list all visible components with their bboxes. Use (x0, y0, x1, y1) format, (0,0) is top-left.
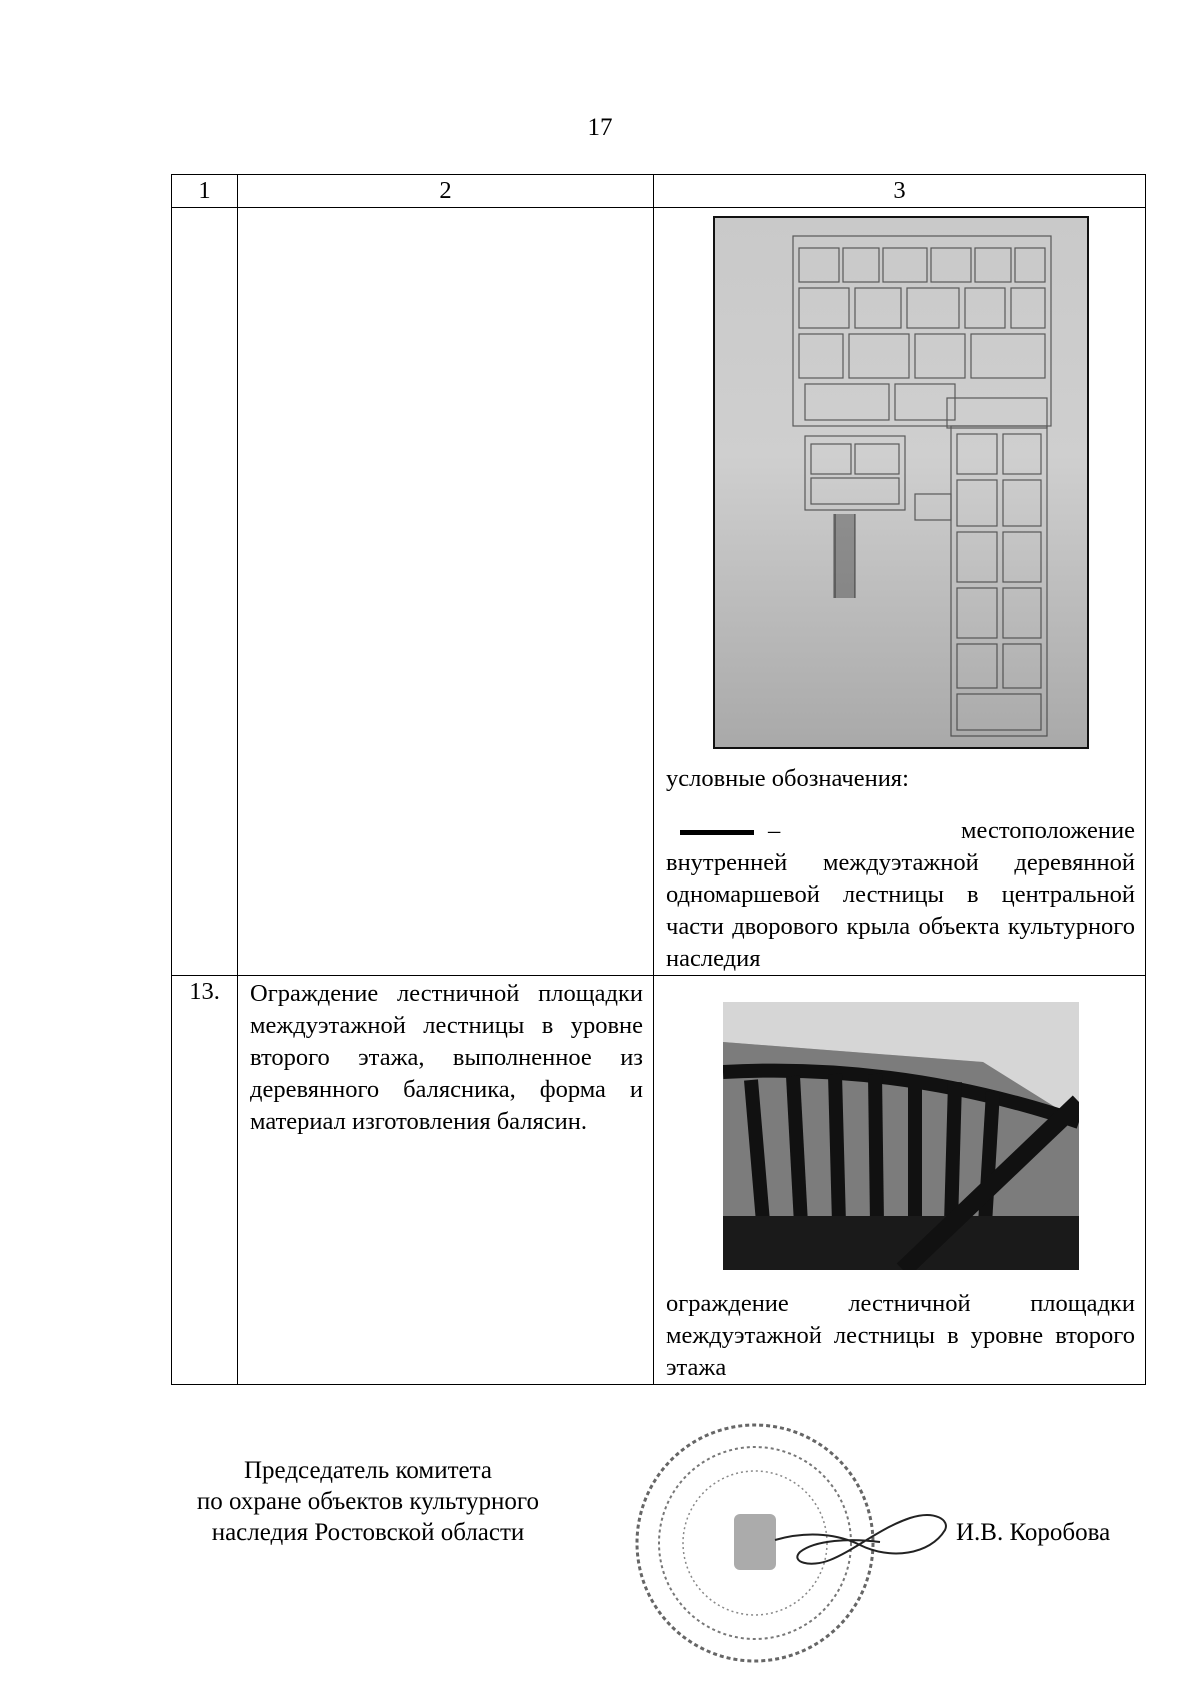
row-number (172, 208, 238, 976)
page-number: 17 (587, 114, 613, 141)
legend-entry (666, 815, 1135, 975)
table-row (172, 976, 1146, 1385)
position-line-3: наследия Ростовской области (211, 1519, 525, 1546)
photo-wrapper (666, 980, 1135, 1270)
legend-first-line (666, 815, 1135, 847)
railing-photo (723, 1002, 1079, 1270)
legend-line-symbol (680, 830, 754, 835)
legend-symbol (666, 815, 780, 847)
heritage-elements-table (171, 174, 1146, 1385)
floor-plan-drawing (715, 218, 1087, 747)
row-description (238, 208, 654, 976)
signatory-name: И.В. Коробова (956, 1519, 1111, 1546)
position-line-2: по охране объектов культурного (196, 1488, 540, 1515)
legend-text-rest: внутренней междуэтажной деревянной одномаршевой лестницы в центральной части дворового крыла объекта культурного наследия (666, 849, 1135, 972)
header-col-3: 3 (654, 175, 1146, 208)
position-line-1: Председатель комитета (244, 1457, 492, 1484)
signatory-position (168, 1455, 568, 1548)
table-row (172, 208, 1146, 976)
header-col-1: 1 (172, 175, 238, 208)
table-header-row (172, 175, 1146, 208)
photo-caption: ограждение лестничной площадки междуэтажной лестницы в уровне второго этажа (666, 1290, 1135, 1381)
handwritten-signature (770, 1500, 950, 1580)
row-number: 13. (172, 976, 238, 1385)
header-col-2: 2 (238, 175, 654, 208)
row-description: Ограждение лестничной площадки междуэтажной лестницы в уровне второго этажа, выполненное из деревянного балясника, форма и материал изготовления балясин. (238, 976, 654, 1385)
floor-plan-image (713, 216, 1089, 749)
legend-text-first: местоположение (961, 817, 1135, 844)
row-illustration-cell (654, 976, 1146, 1385)
row-illustration-cell (654, 208, 1146, 976)
legend-dash: – (768, 817, 781, 844)
floor-plan-wrapper (666, 212, 1135, 749)
railing-photo-drawing (723, 1002, 1079, 1270)
legend-title: условные обозначения: (666, 765, 909, 792)
